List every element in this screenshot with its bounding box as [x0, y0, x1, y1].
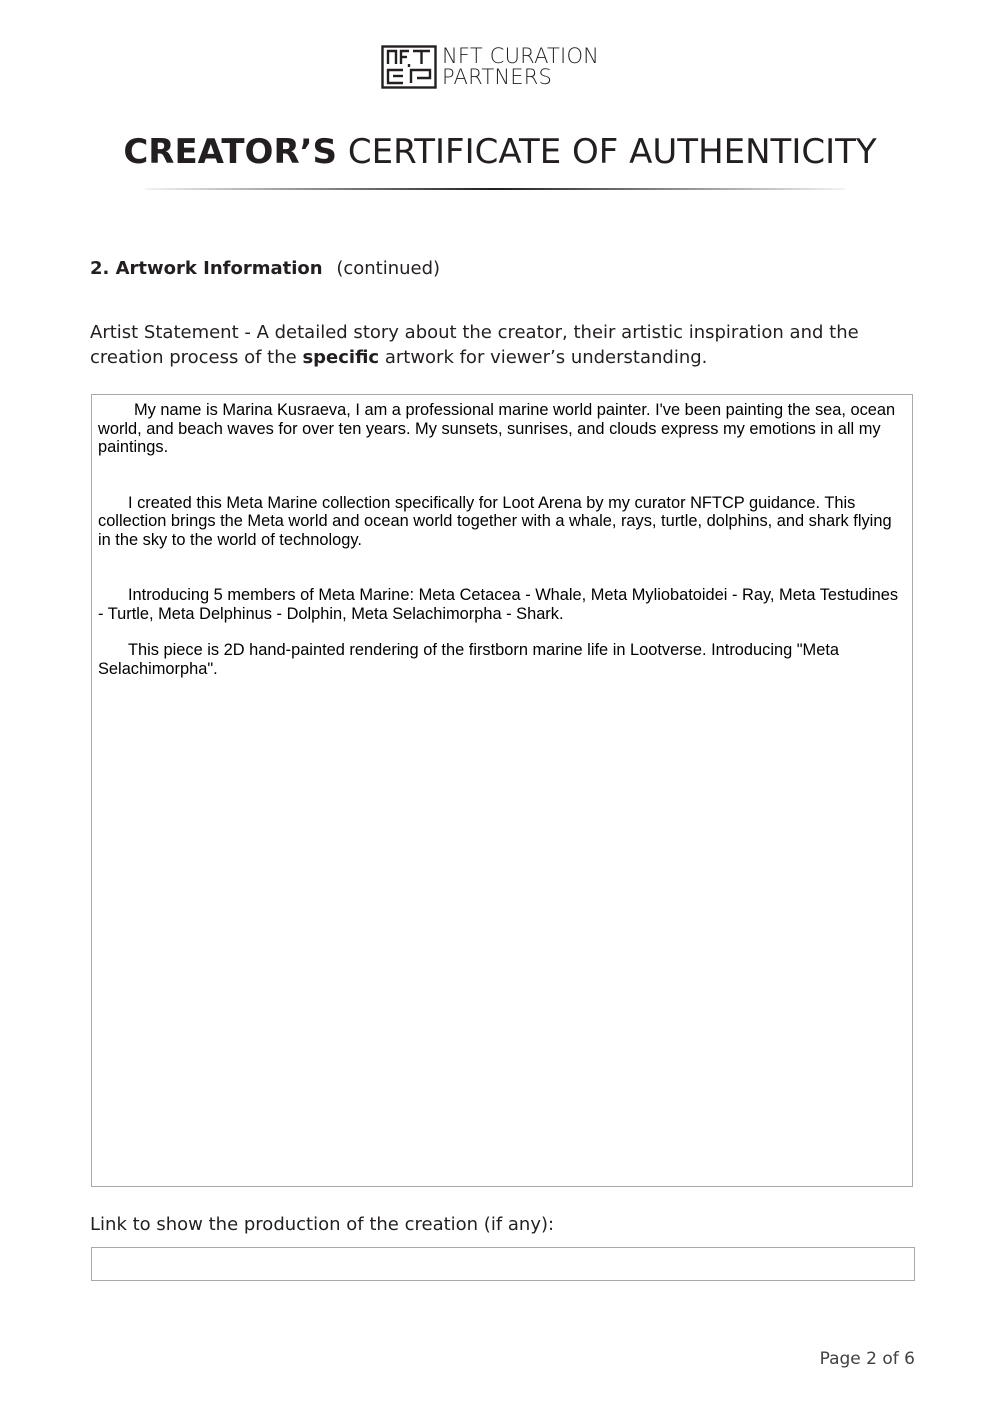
section-heading-title: 2. Artwork Information — [90, 258, 323, 279]
company-logo — [381, 45, 599, 89]
statement-paragraph: My name is Marina Kusraeva, I am a professional marine world painter. I've been painting the sea, ocean world, and beach waves for over ten years. My sunsets, sunrises, and clouds express my emotions in all my paintings. — [98, 401, 896, 456]
title-regular-part: CERTIFICATE OF AUTHENTICITY — [347, 132, 877, 172]
page-number: Page 2 of 6 — [819, 1349, 915, 1369]
prompt-text-start: Artist Statement - A detailed story about the creator, their artistic inspiration and the creation process of the — [90, 322, 859, 368]
title-divider — [145, 188, 845, 190]
prompt-text-bold: specific — [302, 347, 380, 368]
production-link-field[interactable] — [91, 1247, 915, 1281]
artist-statement-prompt — [90, 320, 910, 370]
statement-paragraph: This piece is 2D hand-painted rendering of the firstborn marine life in Lootverse. Introducing "Meta Selachimorpha". — [98, 641, 839, 678]
title-bold-part: CREATOR’S — [123, 132, 338, 172]
statement-paragraph: I created this Meta Marine collection specifically for Loot Arena by my curator NFTCP guidance. This collection brings the Meta world and ocean world together with a whale, rays, turtle, dolphins, and shark flying in the sky to the world of technology. — [98, 493, 892, 549]
document-title — [0, 130, 1000, 174]
prompt-text-end: artwork for viewer’s understanding. — [379, 347, 708, 368]
artist-statement-text — [98, 401, 904, 678]
logo-line-1: NFT CURATION — [442, 44, 600, 68]
artist-statement-field[interactable] — [91, 394, 913, 1187]
nftcp-logo-mark-icon — [381, 45, 437, 89]
statement-paragraph: Introducing 5 members of Meta Marine: Meta Cetacea - Whale, Meta Myliobatoidei - Ray, Meta Testudines - Turtle, Meta Delphinus - Dolphin, Meta Selachimorpha - Shark. — [98, 586, 899, 623]
section-heading-note: (continued) — [336, 258, 441, 279]
section-heading — [90, 257, 440, 281]
production-link-label: Link to show the production of the creation (if any): — [90, 1214, 555, 1235]
logo-line-2: PARTNERS — [442, 65, 553, 89]
logo-wordmark — [442, 46, 599, 88]
